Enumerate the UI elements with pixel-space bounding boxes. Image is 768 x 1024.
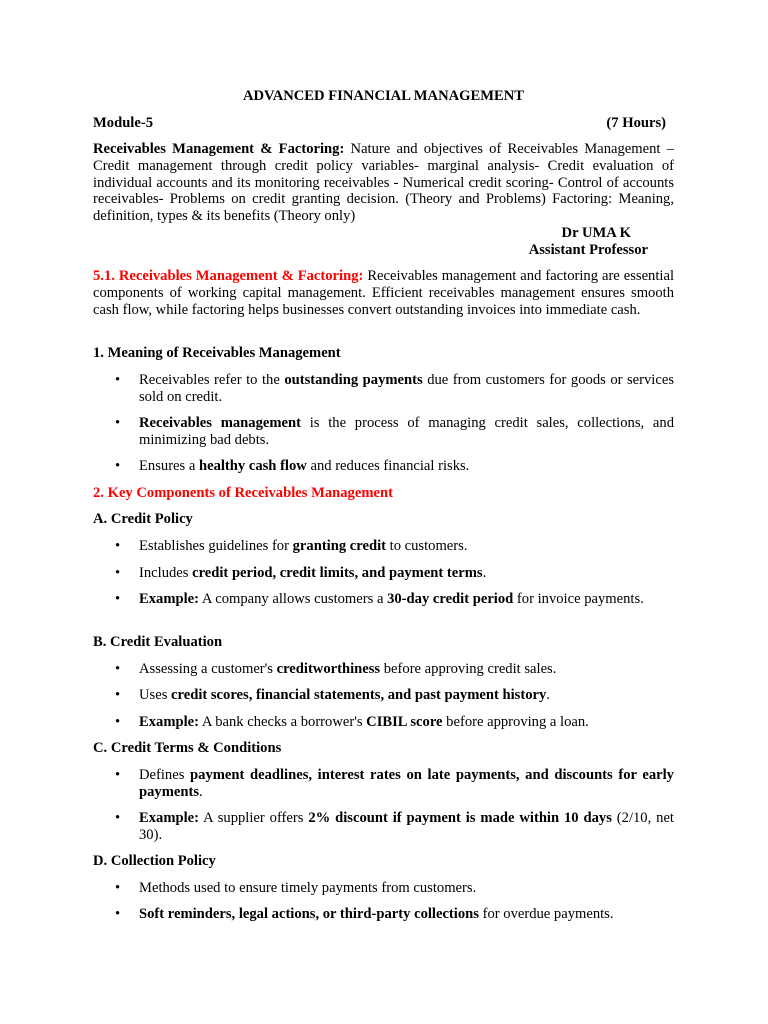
bullet: • — [115, 767, 121, 783]
subsection-heading: C. Credit Terms & Conditions — [93, 740, 282, 756]
author-role: Assistant Professor — [528, 242, 648, 258]
list-item: • Defines payment deadlines, interest rates on late payments, and discounts for early payments. — [115, 767, 674, 800]
bullet: • — [115, 810, 121, 826]
syllabus-lead: Receivables Management & Factoring: — [93, 141, 345, 157]
list-item: • Assessing a customer's creditworthiness before approving credit sales. — [115, 661, 557, 677]
subsection-heading: A. Credit Policy — [93, 511, 193, 527]
bullet: • — [115, 372, 121, 388]
author-name: Dr UMA K — [561, 225, 631, 241]
subsection-heading: B. Credit Evaluation — [93, 634, 223, 650]
list-item: • Uses credit scores, financial statements, and past payment history. — [115, 687, 550, 703]
list-item: • Receivables refer to the outstanding payments due from customers for goods or services sold on credit. — [115, 372, 674, 405]
bullet: • — [115, 591, 121, 607]
list-item: • Establishes guidelines for granting credit to customers. — [115, 538, 468, 554]
list-item: • Example: A company allows customers a 30-day credit period for invoice payments. — [115, 591, 644, 607]
list-item: • Example: A bank checks a borrower's CIBIL score before approving a loan. — [115, 714, 589, 730]
list-item: • Receivables management is the process of managing credit sales, collections, and minimizing bad debts. — [115, 415, 674, 448]
bullet: • — [115, 687, 121, 703]
intro-text: Receivables management and factoring are essential components of working capital management. Efficient receivables management ensures smooth cash flow, while factoring helps businesses convert outstanding invoices into immediate cash. — [93, 268, 674, 318]
section-heading: 2. Key Components of Receivables Management — [93, 485, 393, 501]
bullet: • — [115, 714, 121, 730]
bullet: • — [115, 538, 121, 554]
bullet: • — [115, 880, 121, 896]
bullet: • — [115, 415, 121, 431]
syllabus-paragraph — [93, 141, 674, 225]
subsection-heading: D. Collection Policy — [93, 853, 216, 869]
bullet: • — [115, 458, 121, 474]
syllabus-text: Nature and objectives of Receivables Management – Credit management through credit policy variables- marginal analysis- Credit evaluation of individual accounts and its monitoring receivables - Numerical credit scoring- Control of accounts receivables- Problems on credit granting decision. (Theory and Problems) Factoring: Meaning, definition, types & its benefits (Theory only) — [93, 141, 674, 225]
bullet: • — [115, 661, 121, 677]
list-item: • Methods used to ensure timely payments from customers. — [115, 880, 477, 896]
document-title: ADVANCED FINANCIAL MANAGEMENT — [242, 88, 525, 104]
intro-paragraph — [93, 268, 674, 318]
list-item: • Soft reminders, legal actions, or third-party collections for overdue payments. — [115, 906, 614, 922]
list-item: • Example: A supplier offers 2% discount if payment is made within 10 days (2/10, net 30). — [115, 810, 674, 843]
list-item: • Ensures a healthy cash flow and reduces financial risks. — [115, 458, 470, 474]
bullet: • — [115, 906, 121, 922]
intro-lead: 5.1. Receivables Management & Factoring: — [93, 268, 364, 284]
list-item: • Includes credit period, credit limits, and payment terms. — [115, 565, 487, 581]
module-label: Module-5 — [93, 115, 153, 131]
bullet: • — [115, 565, 121, 581]
module-header — [93, 115, 666, 132]
section-heading: 1. Meaning of Receivables Management — [93, 345, 341, 361]
module-hours: (7 Hours) — [606, 115, 666, 131]
